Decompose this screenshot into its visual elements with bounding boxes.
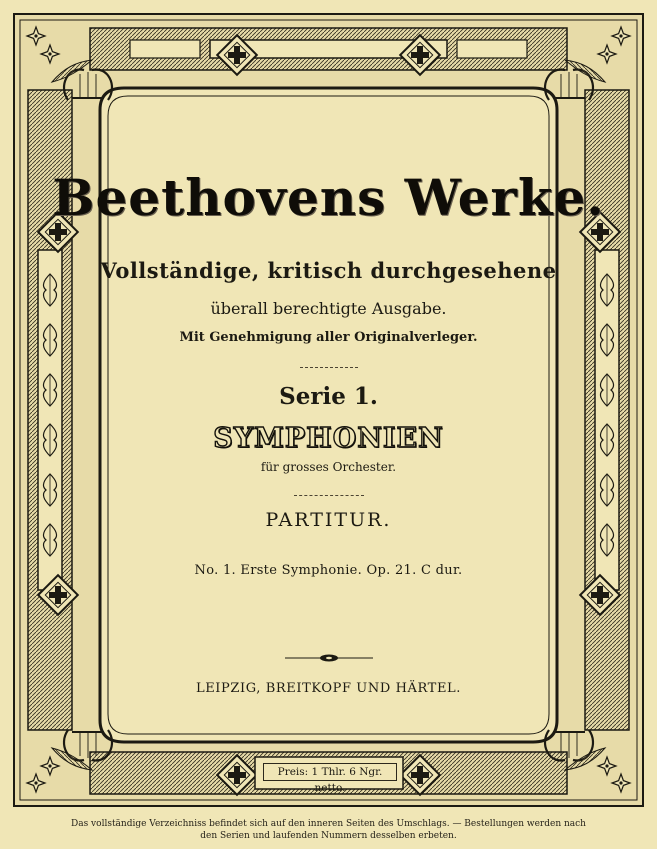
score-type: PARTITUR.: [265, 509, 392, 531]
footer-line-2: den Serien und laufenden Nummern desselben erbeten.: [200, 831, 457, 841]
flourish-divider: [283, 652, 375, 664]
cover-subtitle-line3: Mit Genehmigung aller Originalverleger.: [179, 330, 478, 345]
divider-rule: [294, 495, 364, 496]
cover-title: Beethovens Werke.: [52, 168, 605, 227]
footer-note: [40, 818, 617, 842]
work-title: No. 1. Erste Symphonie. Op. 21. C dur.: [194, 563, 463, 578]
cover-subtitle-line2: überall berechtigte Ausgabe.: [210, 299, 447, 318]
footer-line-1: Das vollständige Verzeichniss befindet sich auf den inneren Seiten des Umschlags. — Bestellungen werden nach: [71, 819, 586, 829]
series-title: SYMPHONIEN: [213, 423, 444, 454]
publisher-line: LEIPZIG, BREITKOPF UND HÄRTEL.: [195, 681, 461, 696]
price-label: Preis: 1 Thlr. 6 Ngr. netto.: [263, 763, 397, 781]
cover-subtitle-line1: Vollständige, kritisch durchgesehene: [100, 258, 557, 283]
divider-rule: [300, 367, 358, 368]
series-subtitle: für grosses Orchester.: [260, 460, 397, 474]
series-number: Serie 1.: [279, 383, 378, 410]
